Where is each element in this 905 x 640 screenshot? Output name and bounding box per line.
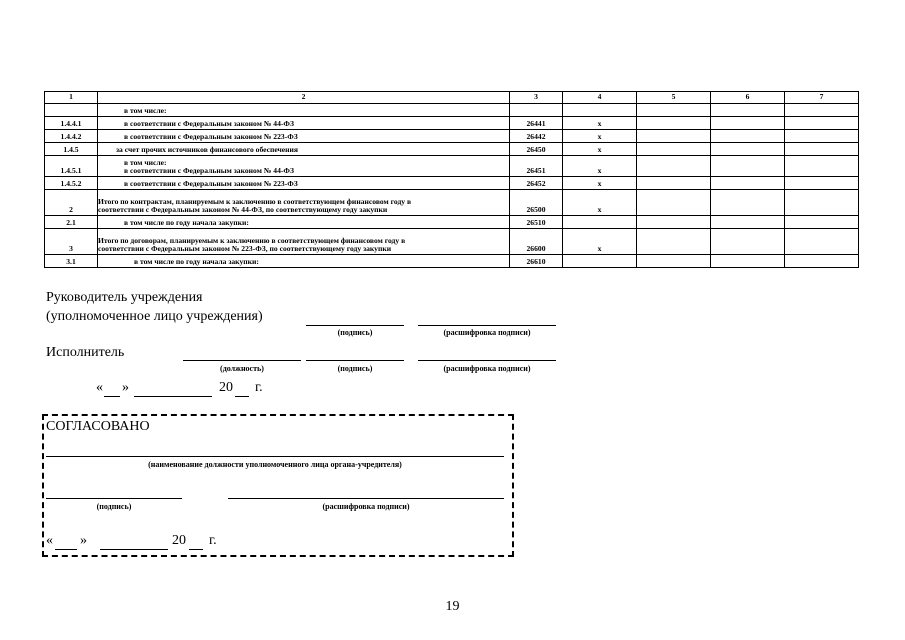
row-description-line: Итого по договорам, планируемым к заключению в соответствующем финансовом году в [98,235,406,245]
row-code: 26442 [510,130,563,143]
row-col4: x [563,143,637,156]
row-number: 3.1 [45,255,98,268]
head-title-line1: Руководитель учреждения [46,290,203,305]
row-description-line: за счет прочих источников финансового обеспечения [116,145,299,155]
row-col5 [637,104,711,117]
row-description-line: в соответствии с Федеральным законом № 44-ФЗ [124,166,294,176]
finance-table [44,91,859,268]
row-col4 [563,216,637,229]
approval-signature-caption: (подпись) [96,502,132,511]
row-description [98,229,510,255]
approval-date-close-quote: » [80,533,87,548]
approval-decoding-line [228,498,504,499]
row-col7 [785,156,859,177]
table-row [45,177,859,190]
row-description [98,117,510,130]
row-description-line: Итого по контрактам, планируемым к заключению в соответствующем финансовом году в [98,196,412,206]
head-decoding-line [418,325,556,326]
row-col7 [785,229,859,255]
row-col7 [785,143,859,156]
date-year-suffix: г. [255,380,263,395]
date-open-quote: « [96,380,103,395]
row-col5 [637,190,711,216]
page-number: 19 [445,599,460,614]
row-col4: x [563,229,637,255]
row-number: 1.4.5.1 [45,156,98,177]
row-col4 [563,104,637,117]
row-description [98,104,510,117]
row-col7 [785,130,859,143]
executor-decoding-line [418,360,556,361]
col-header-7: 7 [785,92,859,104]
row-description [98,190,510,216]
row-col6 [711,190,785,216]
table-row [45,255,859,268]
row-col4: x [563,190,637,216]
row-description [98,156,510,177]
col-header-6: 6 [711,92,785,104]
col-header-4: 4 [563,92,637,104]
row-col4 [563,255,637,268]
row-code [510,104,563,117]
date-day-line [104,396,120,397]
table-row [45,190,859,216]
row-col4: x [563,117,637,130]
row-col6 [711,104,785,117]
row-col4: x [563,177,637,190]
row-number: 2.1 [45,216,98,229]
table-row [45,216,859,229]
row-col7 [785,255,859,268]
row-col6 [711,156,785,177]
row-number: 3 [45,229,98,255]
row-code: 26450 [510,143,563,156]
approval-decoding-caption: (расшифровка подписи) [322,502,410,511]
approval-date-open-quote: « [46,533,53,548]
row-description [98,143,510,156]
row-number: 1.4.5 [45,143,98,156]
row-description-line: в том числе: [124,157,167,167]
row-number: 1.4.4.1 [45,117,98,130]
row-col5 [637,130,711,143]
executor-signature-caption: (подпись) [337,364,373,373]
row-description-line: соответствии с Федеральным законом № 223-ФЗ, по соответствующему году закупки [98,244,392,254]
row-col6 [711,177,785,190]
row-col4: x [563,156,637,177]
row-description [98,216,510,229]
executor-position-caption: (должность) [220,364,264,373]
date-year-line [235,396,249,397]
row-number [45,104,98,117]
row-code: 26500 [510,190,563,216]
row-col6 [711,229,785,255]
row-col6 [711,255,785,268]
row-col6 [711,216,785,229]
approval-title: СОГЛАСОВАНО [46,419,150,434]
row-code: 26451 [510,156,563,177]
row-col5 [637,255,711,268]
table-row [45,130,859,143]
row-description-line: в соответствии с Федеральным законом № 223-ФЗ [124,132,298,142]
row-col6 [711,130,785,143]
row-col4: x [563,130,637,143]
col-header-3: 3 [510,92,563,104]
approval-signature-line [46,498,182,499]
row-description [98,255,510,268]
executor-decoding-caption: (расшифровка подписи) [443,364,531,373]
head-title-line2: (уполномоченное лицо учреждения) [46,309,263,324]
table-header-row [45,92,859,104]
approval-date-year-prefix: 20 [172,533,186,548]
approval-position-caption: (наименование должности уполномоченного лица органа-учредителя) [148,460,402,469]
row-col7 [785,104,859,117]
executor-signature-line [306,360,404,361]
head-decoding-caption: (расшифровка подписи) [443,328,531,337]
approval-date-year-line [189,549,203,550]
row-code: 26452 [510,177,563,190]
row-col5 [637,143,711,156]
table-row [45,229,859,255]
approval-date-year-suffix: г. [209,533,217,548]
row-col5 [637,177,711,190]
head-signature-caption: (подпись) [337,328,373,337]
row-col6 [711,117,785,130]
table-row [45,117,859,130]
row-code: 26510 [510,216,563,229]
col-header-5: 5 [637,92,711,104]
row-col5 [637,216,711,229]
row-number: 2 [45,190,98,216]
approval-date-month-line [100,549,168,550]
row-code: 26600 [510,229,563,255]
row-description-line: в соответствии с Федеральным законом № 223-ФЗ [124,179,298,189]
row-description-line: соответствии с Федеральным законом № 44-ФЗ, по соответствующему году закупки [98,205,388,215]
col-header-1: 1 [45,92,98,104]
row-col5 [637,229,711,255]
row-col7 [785,190,859,216]
row-number: 1.4.5.2 [45,177,98,190]
row-code: 26610 [510,255,563,268]
table-row [45,143,859,156]
approval-box [42,414,514,557]
row-description-line: в том числе по году начала закупки: [134,257,259,267]
executor-position-line [183,360,301,361]
row-number: 1.4.4.2 [45,130,98,143]
row-description-line: в соответствии с Федеральным законом № 44-ФЗ [124,119,294,129]
row-col7 [785,177,859,190]
date-year-prefix: 20 [219,380,233,395]
row-description-line: в том числе по году начала закупки: [124,218,249,228]
row-col6 [711,143,785,156]
approval-date-day-line [55,549,77,550]
row-col5 [637,117,711,130]
row-description-line: в том числе: [124,106,167,116]
row-code: 26441 [510,117,563,130]
row-col7 [785,117,859,130]
col-header-2: 2 [98,92,510,104]
row-col7 [785,216,859,229]
approval-position-line [46,456,504,457]
row-description [98,177,510,190]
row-col5 [637,156,711,177]
date-month-line [134,396,212,397]
date-close-quote: » [122,380,129,395]
table-row [45,104,859,117]
table-row [45,156,859,177]
row-description [98,130,510,143]
executor-label: Исполнитель [46,345,125,360]
head-signature-line [306,325,404,326]
